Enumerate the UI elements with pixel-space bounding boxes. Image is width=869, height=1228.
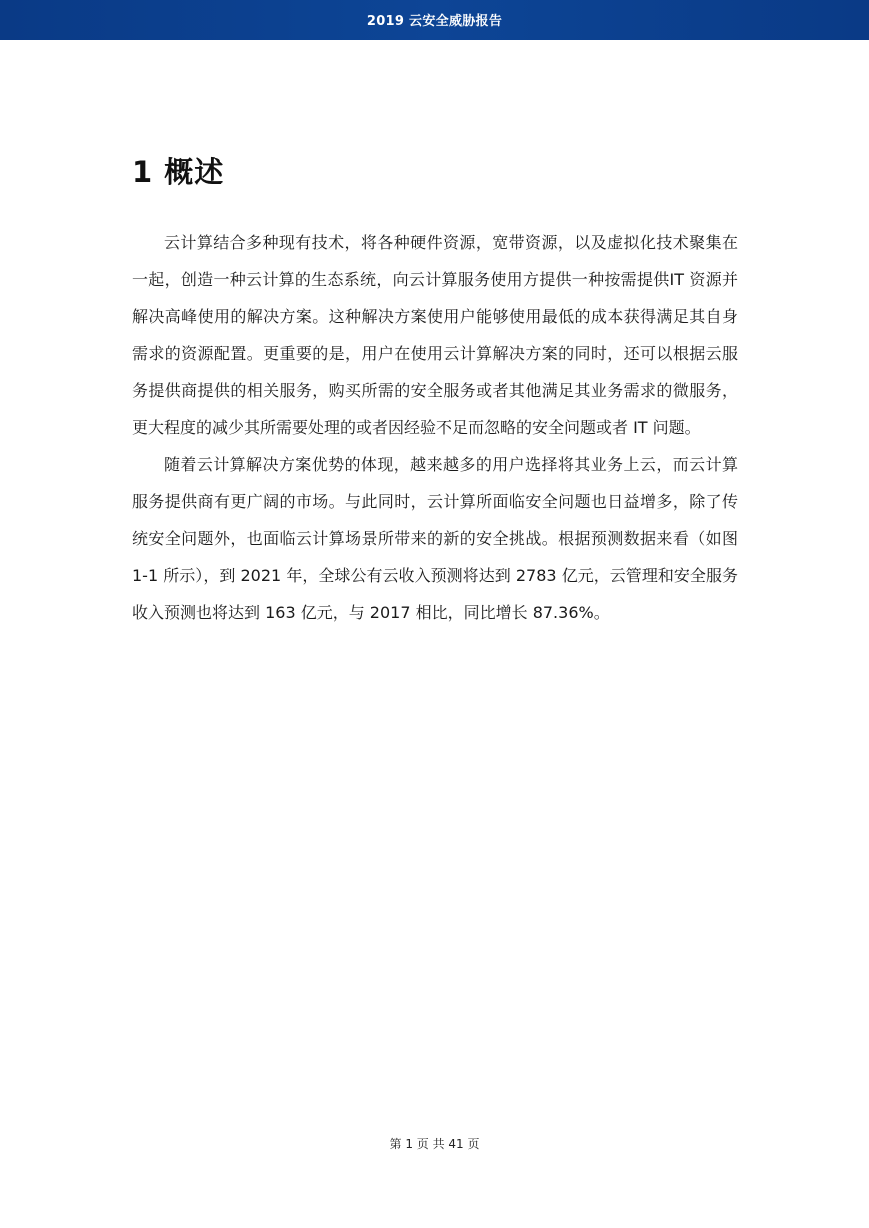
page-footer: 第 1 页 共 41 页 — [389, 1137, 480, 1151]
section-heading: 1 概述 — [132, 155, 225, 189]
paragraph-1: 云计算结合多种现有技术，将各种硬件资源，宽带资源，以及虚拟化技术聚集在一起，创造一种云计算的生态系统，向云计算服务使用方提供一种按需提供IT 资源并解决高峰使用的解决方案。这种解决方案使用户能够使用最低的成本获得满足其自身需求的资源配置。更重要的是，用户在使用云计算解决方案的同时，还可以根据云服务提供商提供的相关服务，购买所需的安全服务或者其他满足其业务需求的微服务，更大程度的减少其所需要处理的或者因经验不足而忽略的安全问题或者 IT 问题。 — [132, 233, 738, 437]
body-text — [132, 224, 738, 631]
paragraph-2: 随着云计算解决方案优势的体现，越来越多的用户选择将其业务上云，而云计算服务提供商有更广阔的市场。与此同时，云计算所面临安全问题也日益增多，除了传统安全问题外，也面临云计算场景所带来的新的安全挑战。根据预测数据来看（如图 1-1 所示），到 2021 年，全球公有云收入预测将达到 2783 亿元，云管理和安全服务收入预测也将达到 163 亿元，与 2017 相比，同比增长 87.36%。 — [132, 455, 738, 622]
report-title: 2019 云安全威胁报告 — [366, 14, 503, 29]
